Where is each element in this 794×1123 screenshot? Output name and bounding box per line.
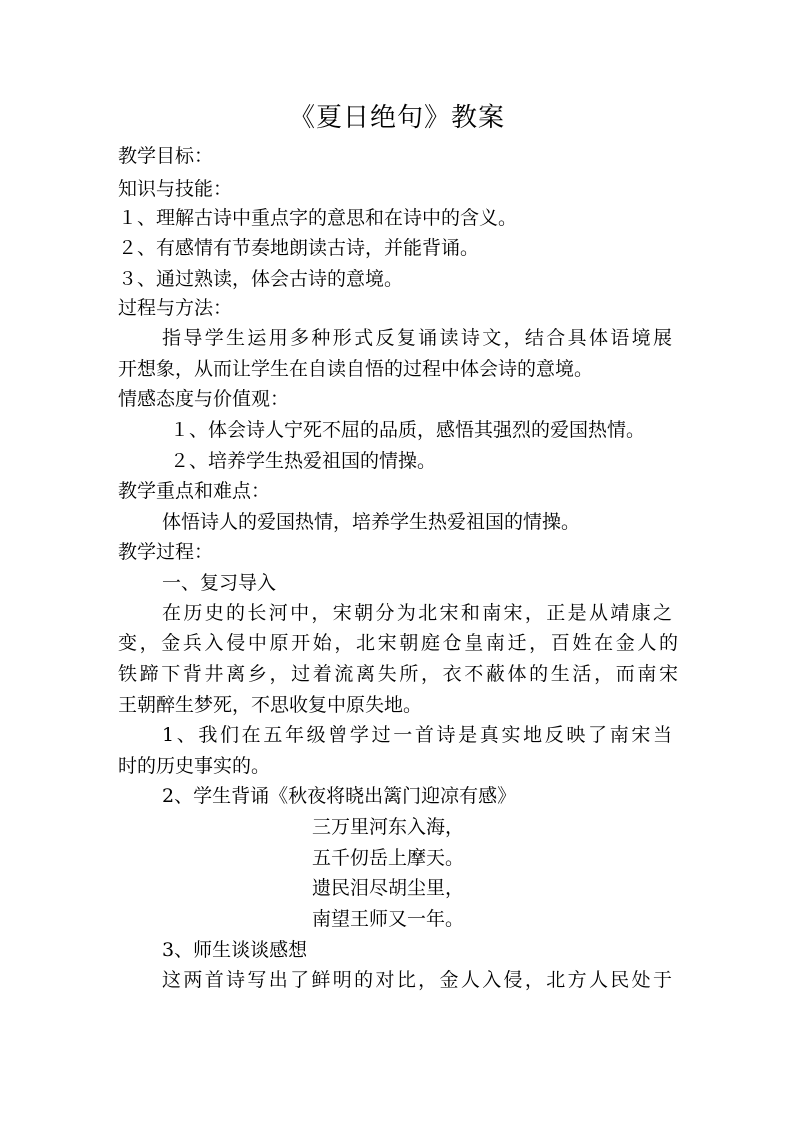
poem-line: 南望王师又一年。 xyxy=(312,908,465,930)
poem-line: 五千仞岳上摩天。 xyxy=(312,847,465,869)
heading-teaching-process: 教学过程： xyxy=(118,541,214,563)
emotion-item-1: １、体会诗人宁死不屈的品质，感悟其强烈的爱国热情。 xyxy=(170,419,646,441)
step-line: 2、学生背诵《秋夜将晓出篱门迎凉有感》 xyxy=(162,785,517,807)
paragraph-line: 变，金兵入侵中原开始，北宋朝庭仓皇南迁，百姓在金人的 xyxy=(118,632,678,654)
paragraph-line: 铁蹄下背井离乡，过着流离失所，衣不蔽体的生活，而南宋 xyxy=(118,663,678,685)
paragraph-line: 开想象，从而让学生在自读自悟的过程中体会诗的意境。 xyxy=(118,358,594,380)
heading-process-methods: 过程与方法： xyxy=(118,297,233,319)
paragraph-line: 时的历史事实的。 xyxy=(118,755,271,777)
heading-teaching-objectives: 教学目标： xyxy=(118,145,214,167)
paragraph-line: 王朝醉生梦死，不思收复中原失地。 xyxy=(118,694,423,716)
heading-key-difficult-points: 教学重点和难点： xyxy=(118,480,271,502)
document-title: 《夏日绝句》教案 xyxy=(288,103,505,133)
section-heading-review: 一、复习导入 xyxy=(162,572,277,594)
poem-line: 遗民泪尽胡尘里， xyxy=(312,877,465,899)
paragraph-line: 指导学生运用多种形式反复诵读诗文，结合具体语境展 xyxy=(162,327,672,349)
objective-item-3: ３、通过熟读，体会古诗的意境。 xyxy=(118,268,404,290)
step-line: 3、师生谈谈感想 xyxy=(162,939,308,961)
paragraph-line: 1、我们在五年级曾学过一首诗是真实地反映了南宋当 xyxy=(162,724,672,746)
paragraph-line: 体悟诗人的爱国热情，培养学生热爱祖国的情操。 xyxy=(162,511,581,533)
heading-knowledge-skills: 知识与技能： xyxy=(118,178,233,200)
heading-emotion-values: 情感态度与价值观： xyxy=(118,388,290,410)
emotion-item-2: ２、培养学生热爱祖国的情操。 xyxy=(170,450,437,472)
objective-item-1: １、理解古诗中重点字的意思和在诗中的含义。 xyxy=(118,207,518,229)
paragraph-line: 在历史的长河中，宋朝分为北宋和南宋，正是从靖康之 xyxy=(162,602,672,624)
paragraph-line: 这两首诗写出了鲜明的对比，金人入侵，北方人民处于 xyxy=(162,969,672,991)
objective-item-2: ２、有感情有节奏地朗读古诗，并能背诵。 xyxy=(118,237,480,259)
poem-line: 三万里河东入海， xyxy=(312,816,465,838)
